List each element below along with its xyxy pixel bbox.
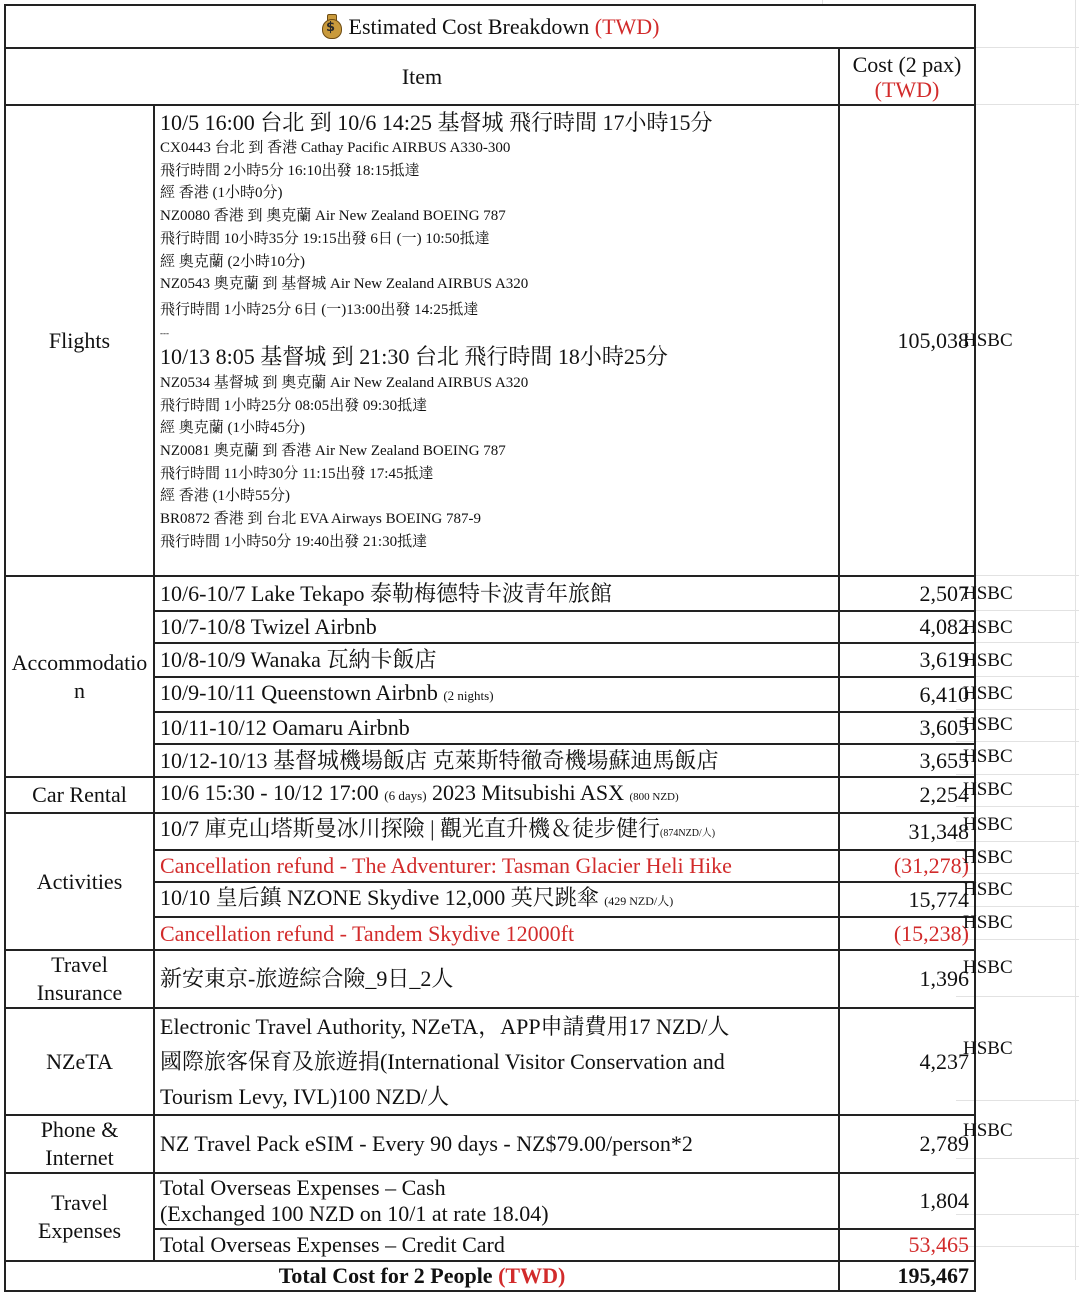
category-line: Travel: [51, 1190, 108, 1215]
flight-line: BR0872 香港 到 台北 EVA Airways BOEING 787-9: [160, 511, 481, 528]
card-expenses-item[interactable]: Total Overseas Expenses – Credit Card: [154, 1229, 839, 1261]
total-label: Total Cost for 2 People: [278, 1263, 493, 1288]
item-cost[interactable]: 6,410: [839, 677, 975, 712]
item-name: 10/12-10/13 基督城機場飯店 克萊斯特徹奇機場蘇迪馬飯店: [160, 747, 719, 773]
accommodation-item[interactable]: [154, 744, 839, 777]
return-title: 10/13 8:05 基督城 到 21:30 台北 飛行時間 18小時25分: [160, 343, 668, 369]
bank-label[interactable]: HSBC: [963, 957, 1013, 978]
item-note: (874NZD/人): [660, 828, 716, 839]
category-phone-internet[interactable]: [5, 1115, 154, 1173]
item-cost[interactable]: 1,396: [839, 950, 975, 1008]
category-accommodation[interactable]: Accommodation: [5, 576, 154, 777]
cash-expenses-item[interactable]: [154, 1173, 839, 1229]
item-name: 10/10 皇后鎮 NZONE Skydive 12,000 英尺跳傘: [160, 885, 599, 910]
accommodation-item[interactable]: [154, 712, 839, 744]
bank-label[interactable]: HSBC: [963, 1120, 1013, 1141]
header-cost-label: Cost (2 pax): [852, 51, 962, 77]
flights-cost[interactable]: 105,038: [839, 105, 975, 576]
flight-line: 經 奧克蘭 (2小時10分): [160, 253, 305, 270]
flight-line: 經 香港 (1小時0分): [160, 185, 283, 202]
car-rental-item[interactable]: [154, 777, 839, 813]
accommodation-item[interactable]: [154, 643, 839, 677]
cash-line: (Exchanged 100 NZD on 10/1 at rate 18.04): [160, 1201, 549, 1226]
category-line: Travel: [51, 952, 108, 977]
category-travel-insurance[interactable]: [5, 950, 154, 1008]
insurance-item[interactable]: 新安東京-旅遊綜合險_9日_2人: [154, 950, 839, 1008]
item-cost[interactable]: 31,348: [839, 813, 975, 850]
accommodation-item[interactable]: [154, 677, 839, 712]
total-row: [5, 1261, 975, 1291]
category-travel-expenses[interactable]: [5, 1173, 154, 1261]
refund-item[interactable]: [154, 917, 839, 950]
flight-line: NZ0081 奧克蘭 到 香港 Air New Zealand BOEING 787: [160, 443, 506, 460]
flights-row: [5, 105, 975, 576]
accommodation-row: [5, 576, 975, 611]
bank-label[interactable]: HSBC: [963, 683, 1013, 704]
activity-item[interactable]: [154, 813, 839, 850]
bank-label[interactable]: HSBC: [963, 879, 1013, 900]
nzeta-line: Electronic Travel Authority, NZeTA，APP申請費用17 NZD/人: [160, 1014, 730, 1039]
header-cost-currency: (TWD): [874, 76, 940, 102]
refund-item[interactable]: [154, 850, 839, 882]
title-text: Estimated Cost Breakdown: [348, 13, 590, 39]
flight-separator: ---: [160, 327, 169, 338]
item-cost[interactable]: 2,789: [839, 1115, 975, 1173]
category-nzeta[interactable]: NZeTA: [5, 1008, 154, 1115]
item-name: 10/8-10/9 Wanaka 瓦納卡飯店: [160, 647, 437, 672]
car-rental-row: [5, 777, 975, 813]
bank-label[interactable]: HSBC: [963, 1038, 1013, 1059]
bank-label[interactable]: HSBC: [963, 847, 1013, 868]
total-value[interactable]: 195,467: [839, 1261, 975, 1291]
flight-line: CX0443 台北 到 香港 Cathay Pacific AIRBUS A330-300: [160, 140, 511, 156]
phone-item[interactable]: NZ Travel Pack eSIM - Every 90 days - NZ$79.00/person*2: [154, 1115, 839, 1173]
flight-line: 經 香港 (1小時55分): [160, 488, 290, 505]
flight-line: NZ0543 奧克蘭 到 基督城 Air New Zealand AIRBUS A320: [160, 276, 529, 293]
item-note: (2 nights): [443, 688, 494, 703]
total-currency: (TWD): [498, 1263, 566, 1288]
flight-line: 飛行時間 1小時25分 6日 (一)13:00出發 14:25抵達: [160, 301, 479, 318]
category-line: Phone &: [40, 1117, 119, 1142]
category-line: Internet: [45, 1145, 114, 1170]
category-car-rental[interactable]: Car Rental: [5, 777, 154, 813]
bank-label[interactable]: HSBC: [963, 714, 1013, 735]
refund-cost[interactable]: (31,278): [839, 850, 975, 882]
header-cost[interactable]: [839, 48, 975, 105]
flight-line: 飛行時間 1小時50分 19:40出發 21:30抵達: [160, 533, 428, 550]
bank-label[interactable]: HSBC: [963, 650, 1013, 671]
money-bag-icon: $: [321, 14, 341, 38]
activity-item[interactable]: [154, 882, 839, 917]
flight-line: 飛行時間 2小時5分 16:10出發 18:15抵達: [160, 162, 420, 179]
bank-label[interactable]: HSBC: [963, 912, 1013, 933]
bank-label[interactable]: HSBC: [963, 583, 1013, 604]
item-name: 10/7 庫克山塔斯曼冰川探險 | 觀光直升機＆徒步健行: [160, 816, 661, 841]
item-name: Cancellation refund - The Adventurer: Tasman Glacier Heli Hike: [160, 853, 732, 878]
item-name: 10/9-10/11 Queenstown Airbnb: [160, 680, 438, 705]
nzeta-line: 國際旅客保育及旅遊捐(International Visitor Conservation and: [160, 1049, 725, 1074]
item-name: Cancellation refund - Tandem Skydive 12000ft: [160, 920, 575, 946]
flight-line: NZ0080 香港 到 奧克蘭 Air New Zealand BOEING 787: [160, 208, 506, 225]
category-flights[interactable]: Flights: [5, 105, 154, 576]
accommodation-item[interactable]: [154, 576, 839, 611]
rental-price-note: (800 NZD): [629, 791, 679, 803]
card-cost[interactable]: 53,465: [839, 1229, 975, 1261]
flights-detail-cell[interactable]: [154, 105, 839, 576]
bank-label[interactable]: HSBC: [963, 814, 1013, 835]
nzeta-row: [5, 1008, 975, 1115]
item-note: (429 NZD/人): [604, 894, 674, 908]
flight-line: NZ0534 基督城 到 奧克蘭 Air New Zealand AIRBUS A320: [160, 374, 529, 391]
phone-row: [5, 1115, 975, 1173]
item-cost[interactable]: 4,237: [839, 1008, 975, 1115]
header-row: [5, 48, 975, 105]
flight-line: 飛行時間 1小時25分 08:05出發 09:30抵達: [160, 397, 428, 414]
item-cost[interactable]: 3,605: [839, 712, 975, 744]
flight-line: 飛行時間 11小時30分 11:15出發 17:45抵達: [160, 465, 434, 482]
header-item[interactable]: Item: [5, 48, 839, 105]
rental-period: 10/6 15:30 - 10/12 17:00: [160, 780, 379, 805]
rental-car: 2023 Mitsubishi ASX: [432, 780, 624, 805]
bank-label[interactable]: HSBC: [963, 617, 1013, 638]
item-name: 10/6-10/7 Lake Tekapo 泰勒梅德特卡波青年旅館: [160, 580, 613, 606]
travel-expenses-row: [5, 1173, 975, 1229]
outbound-title: 10/5 16:00 台北 到 10/6 14:25 基督城 飛行時間 17小時15分: [160, 110, 713, 135]
item-name: 10/7-10/8 Twizel Airbnb: [160, 614, 377, 639]
nzeta-line: Tourism Levy, IVL)100 NZD/人: [160, 1084, 450, 1109]
item-cost[interactable]: 2,507: [839, 576, 975, 611]
item-cost[interactable]: 3,619: [839, 643, 975, 677]
cost-breakdown-table: [4, 4, 976, 1292]
total-label-cell[interactable]: [5, 1261, 839, 1291]
activity-row: [5, 813, 975, 850]
bank-label[interactable]: HSBC: [963, 746, 1013, 767]
refund-cost[interactable]: (15,238): [839, 917, 975, 950]
cash-line: Total Overseas Expenses – Cash: [160, 1175, 446, 1200]
item-cost[interactable]: 15,774: [839, 882, 975, 917]
accommodation-item[interactable]: [154, 611, 839, 643]
item-cost[interactable]: 4,082: [839, 611, 975, 643]
nzeta-item[interactable]: [154, 1008, 839, 1115]
title-currency: (TWD): [594, 13, 660, 39]
bank-label[interactable]: HSBC: [963, 779, 1013, 800]
category-activities[interactable]: Activities: [5, 813, 154, 950]
flight-line: 飛行時間 10小時35分 19:15出發 6日 (一) 10:50抵達: [160, 230, 490, 247]
category-line: Insurance: [36, 980, 123, 1005]
title-row: [5, 5, 975, 48]
rental-days: (6 days): [384, 788, 427, 803]
table-title[interactable]: [5, 5, 975, 48]
item-name: 10/11-10/12 Oamaru Airbnb: [160, 715, 410, 740]
insurance-row: [5, 950, 975, 1008]
item-cost[interactable]: 2,254: [839, 777, 975, 813]
bank-label[interactable]: HSBC: [963, 330, 1013, 351]
flight-line: 經 奧克蘭 (1小時45分): [160, 420, 305, 437]
item-cost[interactable]: 3,655: [839, 744, 975, 777]
category-line: Expenses: [37, 1218, 122, 1243]
cash-cost[interactable]: 1,804: [839, 1173, 975, 1229]
grid-line: [1075, 0, 1076, 1280]
